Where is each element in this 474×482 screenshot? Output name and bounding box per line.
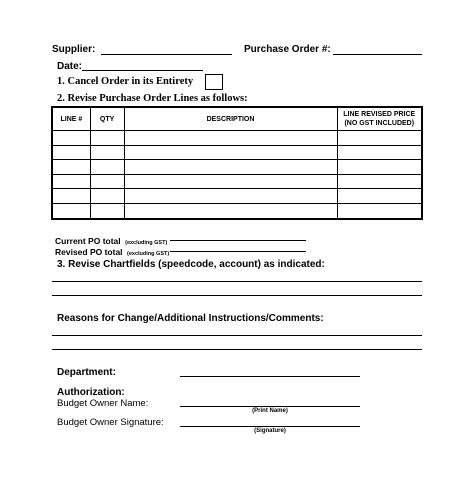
table-row: [52, 203, 422, 218]
reasons-line-2[interactable]: [52, 349, 422, 350]
purchase-order-field[interactable]: [333, 54, 422, 55]
department-label: Department:: [57, 367, 116, 378]
revised-po-total-label: Revised PO total: [55, 247, 123, 257]
col-qty: QTY: [90, 107, 124, 131]
date-field[interactable]: [82, 70, 203, 71]
chartfields-line-2[interactable]: [52, 295, 422, 296]
table-cell[interactable]: [90, 131, 124, 146]
current-po-total-label: Current PO total: [55, 236, 121, 246]
table-cell[interactable]: [124, 145, 337, 160]
revised-po-total-field[interactable]: [170, 251, 306, 252]
table-cell[interactable]: [337, 174, 422, 189]
table-row: [52, 189, 422, 204]
table-cell[interactable]: [124, 131, 337, 146]
table-cell[interactable]: [337, 145, 422, 160]
table-cell[interactable]: [52, 174, 90, 189]
table-header-row: [52, 107, 422, 131]
budget-owner-name-field[interactable]: [180, 406, 360, 407]
supplier-field[interactable]: [101, 54, 232, 55]
current-po-total-field[interactable]: [170, 240, 306, 241]
table-cell[interactable]: [90, 174, 124, 189]
col-line-number: LINE #: [52, 107, 90, 131]
date-label: Date:: [57, 61, 83, 72]
revise-chartfields-label: 3. Revise Chartfields (speedcode, account) as indicated:: [57, 259, 325, 270]
table-cell[interactable]: [124, 189, 337, 204]
cancel-order-checkbox[interactable]: [205, 74, 223, 90]
table-cell[interactable]: [52, 189, 90, 204]
budget-owner-signature-label: Budget Owner Signature:: [57, 417, 164, 428]
table-cell[interactable]: [337, 189, 422, 204]
department-field[interactable]: [180, 376, 360, 377]
table-cell[interactable]: [52, 160, 90, 175]
table-cell[interactable]: [52, 145, 90, 160]
revised-po-total: [55, 242, 169, 260]
po-lines-table: [51, 106, 423, 220]
budget-owner-name-label: Budget Owner Name:: [57, 398, 149, 409]
supplier-label: Supplier:: [52, 44, 96, 55]
table-cell[interactable]: [124, 160, 337, 175]
print-name-caption: (Print Name): [252, 408, 288, 414]
table-row: [52, 160, 422, 175]
reasons-label: Reasons for Change/Additional Instructions/Comments:: [57, 313, 324, 324]
revise-lines-label: 2. Revise Purchase Order Lines as follows:: [57, 93, 248, 104]
col-description: DESCRIPTION: [124, 107, 337, 131]
col-line-revised-price: [337, 107, 422, 131]
col-line-revised-price-line1: LINE REVISED PRICE: [343, 111, 416, 118]
col-line-revised-price-line2: (NO GST INCLUDED): [344, 120, 415, 127]
table-cell[interactable]: [337, 203, 422, 218]
purchase-order-label: Purchase Order #:: [244, 44, 331, 55]
table-row: [52, 145, 422, 160]
table-row: [52, 131, 422, 146]
budget-owner-signature-field[interactable]: [180, 426, 360, 427]
revised-excluding-gst: (excluding GST): [127, 251, 170, 257]
table-cell[interactable]: [52, 203, 90, 218]
table-cell[interactable]: [124, 174, 337, 189]
chartfields-line-1[interactable]: [52, 281, 422, 282]
authorization-label: Authorization:: [57, 387, 125, 398]
table-cell[interactable]: [337, 131, 422, 146]
current-excluding-gst: (excluding GST): [125, 240, 168, 246]
table-cell[interactable]: [124, 203, 337, 218]
table-cell[interactable]: [337, 160, 422, 175]
table-cell[interactable]: [90, 160, 124, 175]
table-cell[interactable]: [90, 145, 124, 160]
table-cell[interactable]: [90, 203, 124, 218]
table-cell[interactable]: [90, 189, 124, 204]
table-cell[interactable]: [52, 131, 90, 146]
table-row: [52, 174, 422, 189]
cancel-order-label: 1. Cancel Order in its Entirety: [57, 76, 194, 87]
reasons-line-1[interactable]: [52, 335, 422, 336]
signature-caption: (Signature): [254, 428, 286, 434]
